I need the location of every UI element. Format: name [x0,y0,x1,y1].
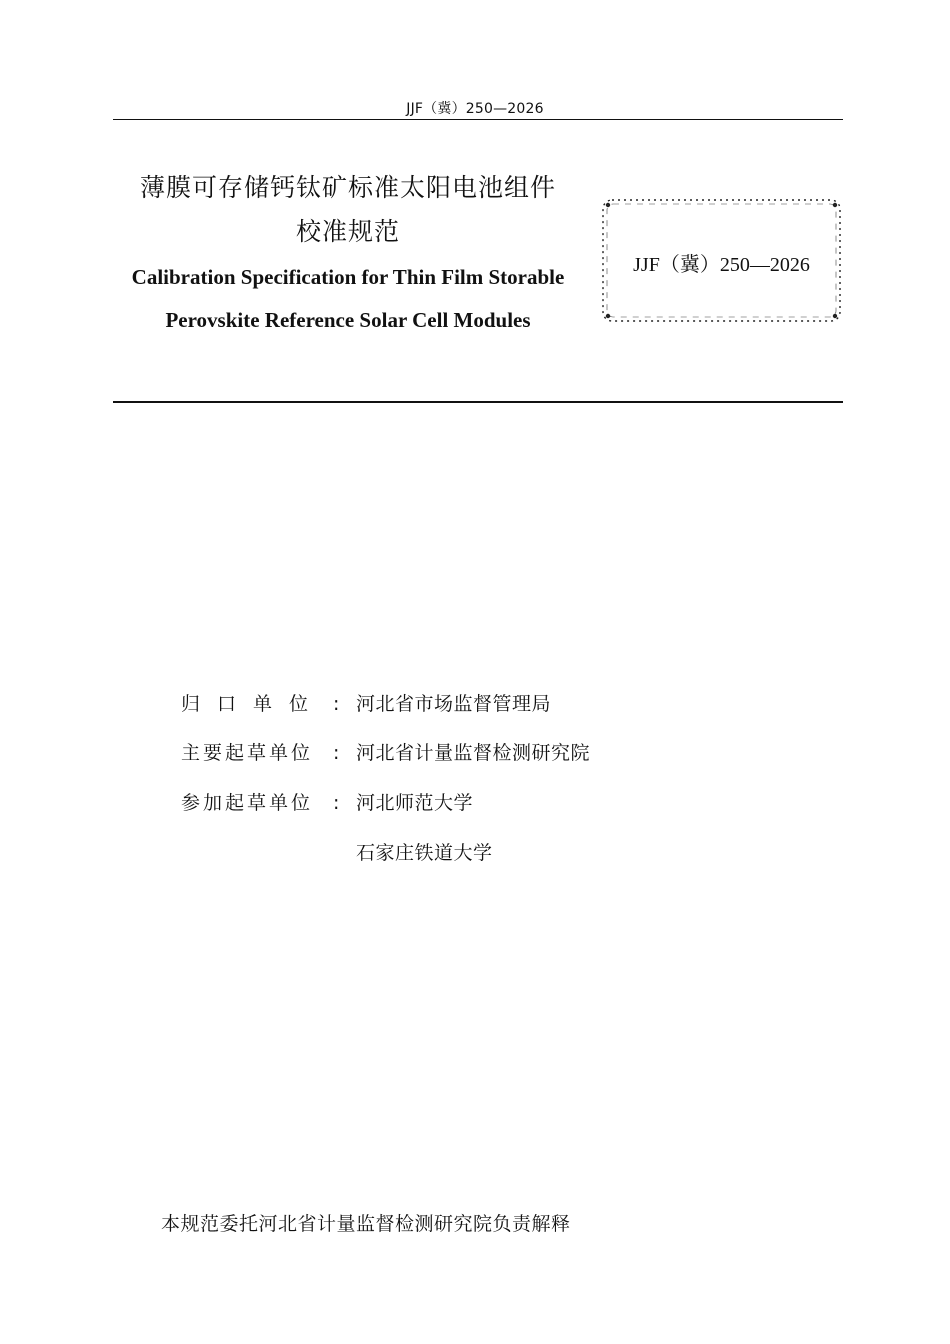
title-english-line-2: Perovskite Reference Solar Cell Modules [165,308,531,332]
main-drafter-label: 主要起草单位 [181,742,314,764]
interpretation-note: 本规范委托河北省计量监督检测研究院负责解释 [161,1213,571,1235]
participating-drafter-label: 参加起草单位 [181,792,314,814]
responsible-unit-label: 归口单位 [181,693,326,715]
participating-drafter-value-2: 石家庄铁道大学 [356,842,493,864]
header-standard-code: JJF（冀）250—2026 [406,101,544,117]
responsible-unit-value: 河北省市场监督管理局 [356,693,552,715]
header-rule [113,119,843,120]
title-english-line-1: Calibration Specification for Thin Film Storable [131,265,565,289]
standard-code-box-text: JJF（冀）250—2026 [633,254,810,276]
participating-drafter-colon: : [333,792,340,814]
title-divider-rule [113,401,843,403]
responsible-unit-colon: : [333,693,340,715]
main-drafter-colon: : [333,742,340,764]
participating-drafter-value-1: 河北师范大学 [356,792,474,814]
main-drafter-value: 河北省计量监督检测研究院 [356,742,591,764]
title-chinese-line-1: 薄膜可存储钙钛矿标准太阳电池组件 [139,173,556,202]
title-chinese-line-2: 校准规范 [295,217,400,246]
